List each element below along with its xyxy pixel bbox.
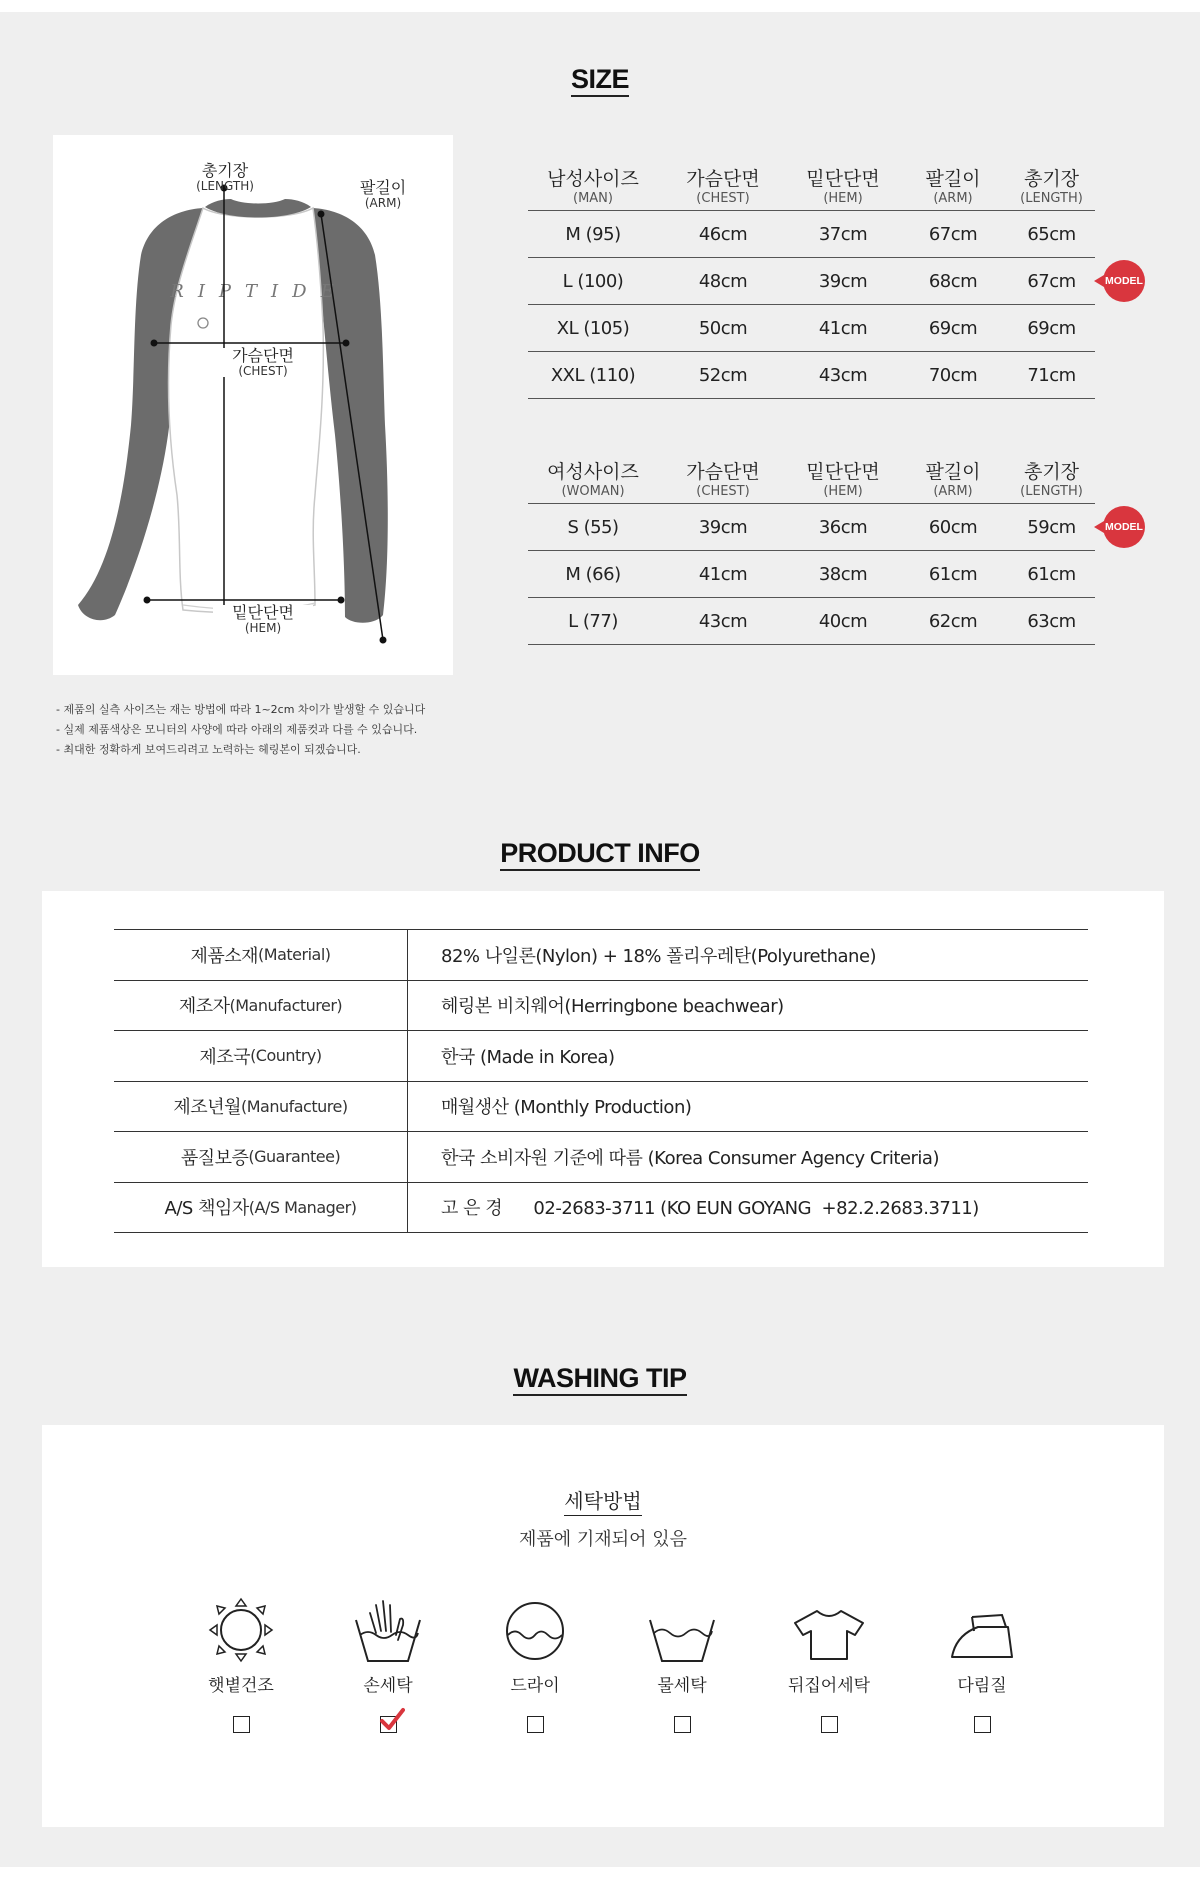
wash-method-title: 세탁방법 <box>42 1485 1164 1514</box>
product-info-table <box>114 929 1088 1233</box>
dry-clean-icon <box>495 1595 575 1665</box>
wash-item-hand-wash: 손세탁 <box>328 1595 448 1733</box>
table-row: S (55) 39cm 36cm 60cm 59cm MODEL <box>528 503 1095 550</box>
size-diagram <box>53 135 453 675</box>
wash-item-water-wash: 물세탁 <box>622 1595 742 1733</box>
table-row: M (66) 41cm 38cm 61cm 61cm <box>528 550 1095 597</box>
table-row: L (77) 43cm 40cm 62cm 63cm <box>528 597 1095 645</box>
women-size-table <box>528 433 1143 645</box>
iron-icon <box>942 1595 1022 1665</box>
women-size-header: 여성사이즈 (WOMAN) 가슴단면 (CHEST) 밑단단면 (HEM) 팔길이 (ARM) 총기장 (LENGTH) <box>547 461 1083 499</box>
washing-section-title: WASHING TIP <box>0 1363 1200 1396</box>
info-row-manufacture-date: 제조년월 (Manufacture) 매월생산 (Monthly Production) <box>114 1081 1088 1132</box>
table-row: M (95) 46cm 37cm 67cm 65cm <box>528 210 1095 257</box>
hand-wash-checkbox <box>380 1716 397 1733</box>
product-info-section-title: PRODUCT INFO <box>0 838 1200 871</box>
table-row: XXL (110) 52cm 43cm 70cm 71cm <box>528 351 1095 399</box>
info-row-as-manager: A/S 책임자 (A/S Manager) 고 은 경 02-2683-3711 (KO EUN GOYANG +82.2.2683.3711) <box>114 1182 1088 1234</box>
product-info-panel <box>42 891 1164 1267</box>
table-row: XL (105) 50cm 41cm 69cm 69cm <box>528 304 1095 351</box>
dry-clean-checkbox <box>527 1716 544 1733</box>
inside-out-wash-checkbox <box>821 1716 838 1733</box>
water-wash-checkbox <box>674 1716 691 1733</box>
water-wash-icon <box>642 1595 722 1665</box>
size-note: - 제품의 실측 사이즈는 재는 방법에 따라 1~2cm 차이가 발생할 수 있습니다 <box>56 703 426 716</box>
info-row-country: 제조국 (Country) 한국 (Made in Korea) <box>114 1030 1088 1081</box>
inside-out-wash-icon <box>789 1595 869 1665</box>
men-size-header: 남성사이즈 (MAN) 가슴단면 (CHEST) 밑단단면 (HEM) 팔길이 (ARM) 총기장 (LENGTH) <box>547 168 1083 206</box>
size-note: - 실제 제품색상은 모니터의 사양에 따라 아래의 제품컷과 다를 수 있습니다. <box>56 723 418 736</box>
iron-checkbox <box>974 1716 991 1733</box>
wash-method-subtitle: 제품에 기재되어 있음 <box>519 1529 687 1550</box>
checkmark-icon <box>379 1707 405 1733</box>
model-badge: MODEL <box>1103 506 1145 548</box>
info-row-manufacturer: 제조자 (Manufacturer) 헤링본 비치웨어(Herringbone beachwear) <box>114 980 1088 1031</box>
shirt-illustration <box>53 135 453 675</box>
size-note: - 최대한 정확하게 보여드리려고 노력하는 헤링본이 되겠습니다. <box>56 743 361 756</box>
washing-panel <box>42 1425 1164 1827</box>
info-row-guarantee: 품질보증 (Guarantee) 한국 소비자원 기준에 따름 (Korea Consumer Agency Criteria) <box>114 1131 1088 1182</box>
wash-item-dry-clean: 드라이 <box>475 1595 595 1733</box>
length-label: 총기장 (LENGTH) <box>196 161 254 193</box>
hand-wash-icon <box>348 1595 428 1665</box>
men-size-table <box>528 140 1143 399</box>
svg-text:RIPTIDE: RIPTIDE <box>170 281 348 302</box>
arm-label: 팔길이 (ARM) <box>359 178 407 210</box>
hem-label: 밑단단면 (HEM) <box>213 605 313 634</box>
size-section-title: SIZE <box>0 64 1200 97</box>
model-badge: MODEL <box>1103 260 1145 302</box>
wash-item-sun-dry: 햇볕건조 <box>181 1595 301 1733</box>
sun-dry-checkbox <box>233 1716 250 1733</box>
size-notes <box>56 700 425 760</box>
wash-item-inside-out: 뒤집어세탁 <box>769 1595 889 1733</box>
sun-dry-icon <box>201 1595 281 1665</box>
info-row-material: 제품소재 (Material) 82% 나일론(Nylon) + 18% 폴리우레탄(Polyurethane) <box>114 929 1088 980</box>
table-row: L (100) 48cm 39cm 68cm 67cm MODEL <box>528 257 1095 304</box>
chest-label: 가슴단면 (CHEST) <box>213 348 313 377</box>
wash-item-iron: 다림질 <box>922 1595 1042 1733</box>
